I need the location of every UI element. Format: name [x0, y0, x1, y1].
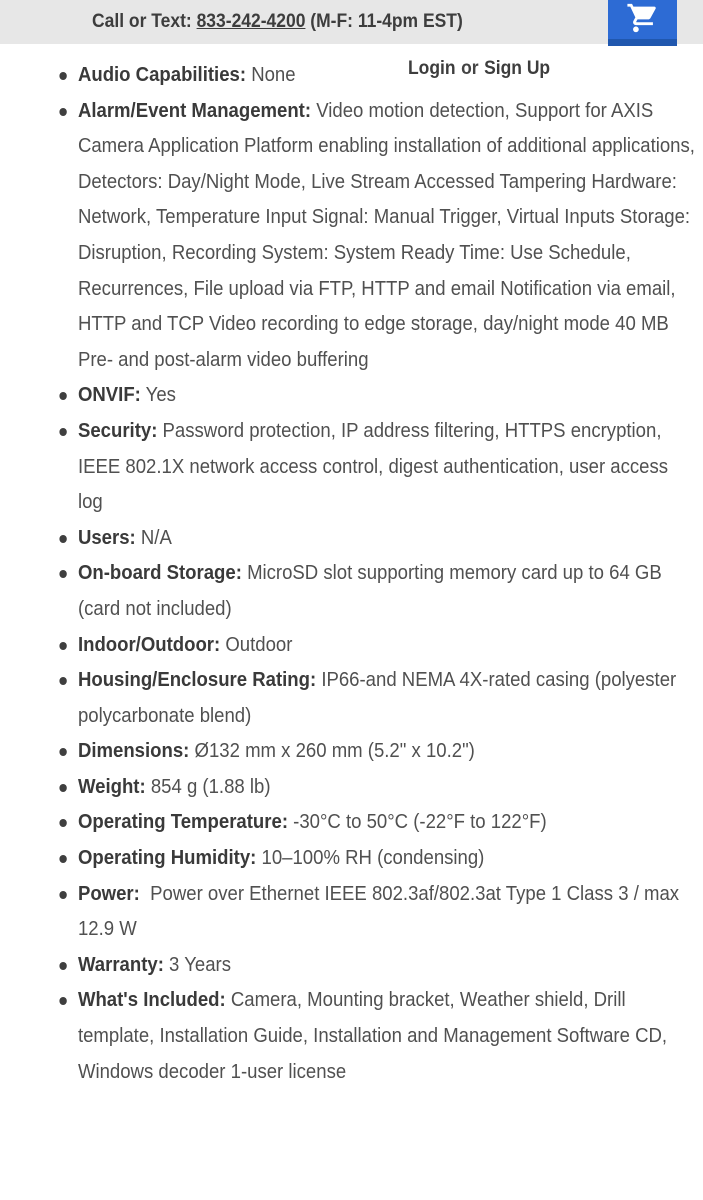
spec-value: MicroSD slot supporting memory card up to 64 GB (card not included) [77, 562, 662, 620]
spec-label: Users: [77, 526, 136, 549]
bullet-icon [59, 535, 66, 543]
spec-value: IP66-and NEMA 4X-rated casing (polyester polycarbonate blend) [77, 669, 677, 727]
spec-value: Password protection, IP address filtering, HTTPS encryption, IEEE 802.1X network access control, digest authentication, user access log [77, 419, 669, 514]
spec-value: -30°C to 50°C (-22°F to 122°F) [293, 811, 547, 834]
top-bar [0, 0, 703, 44]
login-link[interactable]: Login [408, 58, 456, 79]
spec-label: Indoor/Outdoor: [77, 633, 221, 656]
spec-item [58, 628, 695, 664]
call-suffix: (M-F: 11-4pm EST) [310, 11, 463, 32]
spec-label: Audio Capabilities: [77, 64, 247, 86]
bullet-icon [59, 748, 66, 756]
spec-label: Housing/Enclosure Rating: [77, 669, 317, 692]
bullet-icon [59, 72, 66, 80]
spec-item [58, 841, 695, 877]
spec-label: Alarm/Event Management: [77, 99, 312, 122]
spec-item [58, 948, 695, 984]
spec-value: Yes [145, 384, 176, 407]
spec-label: Security: [77, 419, 158, 442]
bullet-icon [59, 677, 66, 685]
spec-item [58, 663, 695, 734]
bullet-icon [59, 642, 66, 650]
spec-value: N/A [140, 526, 172, 549]
spec-item [58, 414, 695, 521]
bullet-icon [59, 997, 66, 1005]
spec-item [58, 94, 695, 379]
spec-label: On-board Storage: [77, 562, 242, 585]
spec-value: Outdoor [225, 633, 293, 656]
spec-value: 3 Years [169, 953, 231, 976]
spec-item [58, 805, 695, 841]
bullet-icon [59, 962, 66, 970]
cart-button[interactable] [608, 0, 677, 46]
spec-label: Weight: [77, 775, 146, 798]
spec-label: ONVIF: [77, 384, 141, 407]
cart-icon [626, 1, 660, 38]
spec-value: Video motion detection, Support for AXIS Camera Application Platform enabling installation of additional applications, Detectors: Day/Night Mode, Live Stream Accessed Tampering Hardware: Network, Temperature Input Signal: Manual Trigger, Virtual Inputs Storage: Disruption, Recording System: System Ready Time: Use Schedule, Recurrences, File upload via FTP, HTTP and email Notification via email, HTTP and TCP Video recording to edge storage, day/night mode 40 MB Pre- and post-alarm video buffering [77, 99, 695, 371]
spec-label: Operating Temperature: [77, 811, 288, 834]
spec-label: Dimensions: [77, 740, 190, 763]
phone-link[interactable]: 833-242-4200 [196, 11, 306, 32]
bullet-icon [59, 855, 66, 863]
spec-item [58, 983, 695, 1090]
spec-item [58, 556, 695, 627]
spec-value: None [251, 64, 296, 86]
spec-value: 10–100% RH (condensing) [261, 847, 485, 870]
bullet-icon [59, 891, 66, 899]
signup-link[interactable]: Sign Up [484, 58, 551, 79]
spec-item [58, 770, 695, 806]
spec-value: Ø132 mm x 260 mm (5.2" x 10.2") [194, 740, 475, 763]
bullet-icon [59, 108, 66, 116]
spec-list [0, 48, 695, 1090]
bullet-icon [59, 819, 66, 827]
bullet-icon [59, 784, 66, 792]
spec-item [58, 877, 695, 948]
spec-label: Operating Humidity: [77, 847, 257, 870]
spec-item [58, 58, 695, 94]
spec-value: Power over Ethernet IEEE 802.3af/802.3at Type 1 Class 3 / max 12.9 W [77, 882, 680, 941]
spec-item [58, 378, 695, 414]
spec-item [58, 734, 695, 770]
bullet-icon [59, 570, 66, 578]
spec-label: Warranty: [77, 953, 164, 976]
menu-button[interactable] [22, 8, 65, 38]
bullet-icon [59, 392, 66, 400]
auth-separator: or [461, 58, 479, 79]
call-or-text [92, 0, 463, 44]
spec-label: Power: [77, 882, 140, 905]
spec-value: 854 g (1.88 lb) [150, 775, 271, 798]
spec-item [58, 521, 695, 557]
spec-value: Camera, Mounting bracket, Weather shield, Drill template, Installation Guide, Installation and Management Software CD, Windows decoder 1-user license [77, 989, 668, 1083]
spec-label: What's Included: [77, 989, 226, 1012]
bullet-icon [59, 428, 66, 436]
call-prefix: Call or Text: [92, 11, 192, 32]
